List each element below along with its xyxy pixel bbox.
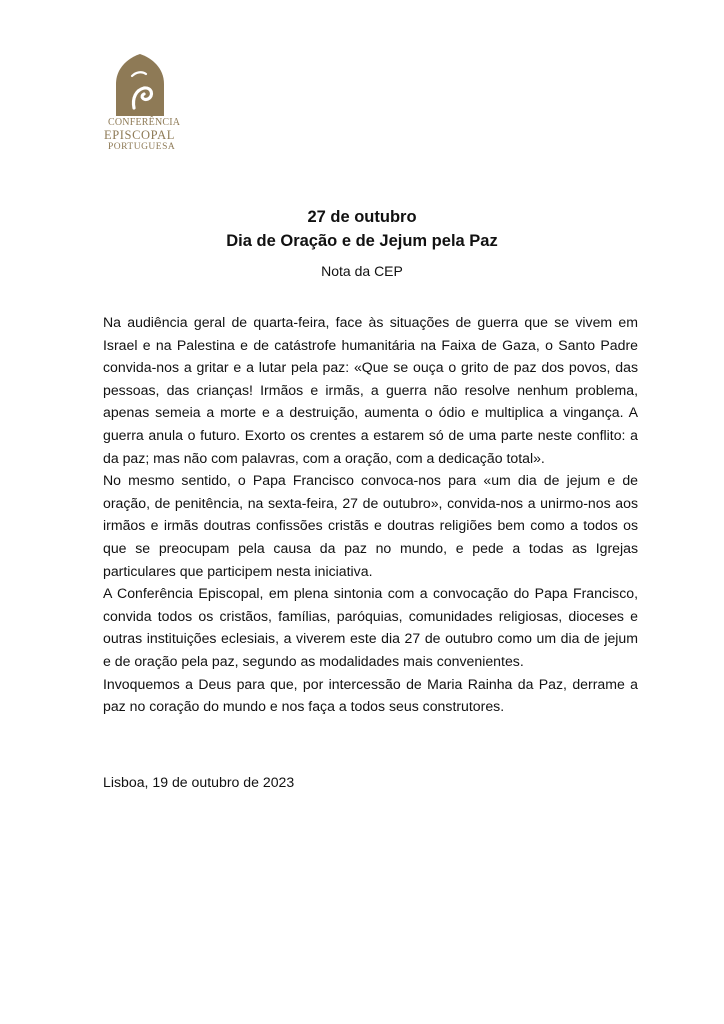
- heading-subtitle: Nota da CEP: [321, 263, 403, 279]
- paragraph-1: Na audiência geral de quarta-feira, face às situações de guerra que se vivem em Israel e na Palestina e de catástrofe humanitária na Faixa de Gaza, o Santo Padre convida-nos a gritar e a lutar pela paz: «Que se ouça o grito de paz dos povos, das pessoas, das crianças! Irmãos e irmãs, a guerra não resolve nenhum problema, apenas semeia a morte e a destruição, aumenta o ódio e multiplica a vingança. A guerra anula o futuro. Exorto os crentes a estarem só de uma parte neste conflito: a da paz; mas não com palavras, com a oração, com a dedicação total».: [103, 314, 638, 466]
- logo-text-line2: EPISCOPAL: [104, 128, 175, 142]
- paragraph-3: A Conferência Episcopal, em plena sintonia com a convocação do Papa Francisco, convida todos os cristãos, famílias, paróquias, comunidades religiosas, dioceses e outras instituições eclesiais, a viverem este dia 27 de outubro como um dia de jejum e de oração pela paz, segundo as modalidades mais convenientes.: [103, 585, 638, 669]
- heading-date: 27 de outubro: [307, 208, 417, 226]
- place-date: Lisboa, 19 de outubro de 2023: [103, 774, 295, 790]
- document-body: [103, 311, 638, 718]
- cep-emblem-icon: [112, 54, 168, 116]
- paragraph-4: Invoquemos a Deus para que, por intercessão de Maria Rainha da Paz, derrame a paz no coração do mundo e nos faça a todos seus construtores.: [103, 675, 638, 715]
- cep-logo: [104, 54, 204, 156]
- paragraph-2: No mesmo sentido, o Papa Francisco convoca-nos para «um dia de jejum e de oração, de penitência, na sexta-feira, 27 de outubro», convida-nos a unirmo-nos aos irmãos e irmãs doutras confissões cristãs e doutras religiões bem como a todos os que se preocupam pela causa da paz no mundo, e pede a todas as Igrejas particulares que participem nesta iniciativa.: [103, 472, 638, 579]
- logo-text-line3: PORTUGUESA: [108, 142, 176, 152]
- logo-text-line1: CONFERÊNCIA: [108, 117, 181, 128]
- heading-title: Dia de Oração e de Jejum pela Paz: [226, 232, 498, 250]
